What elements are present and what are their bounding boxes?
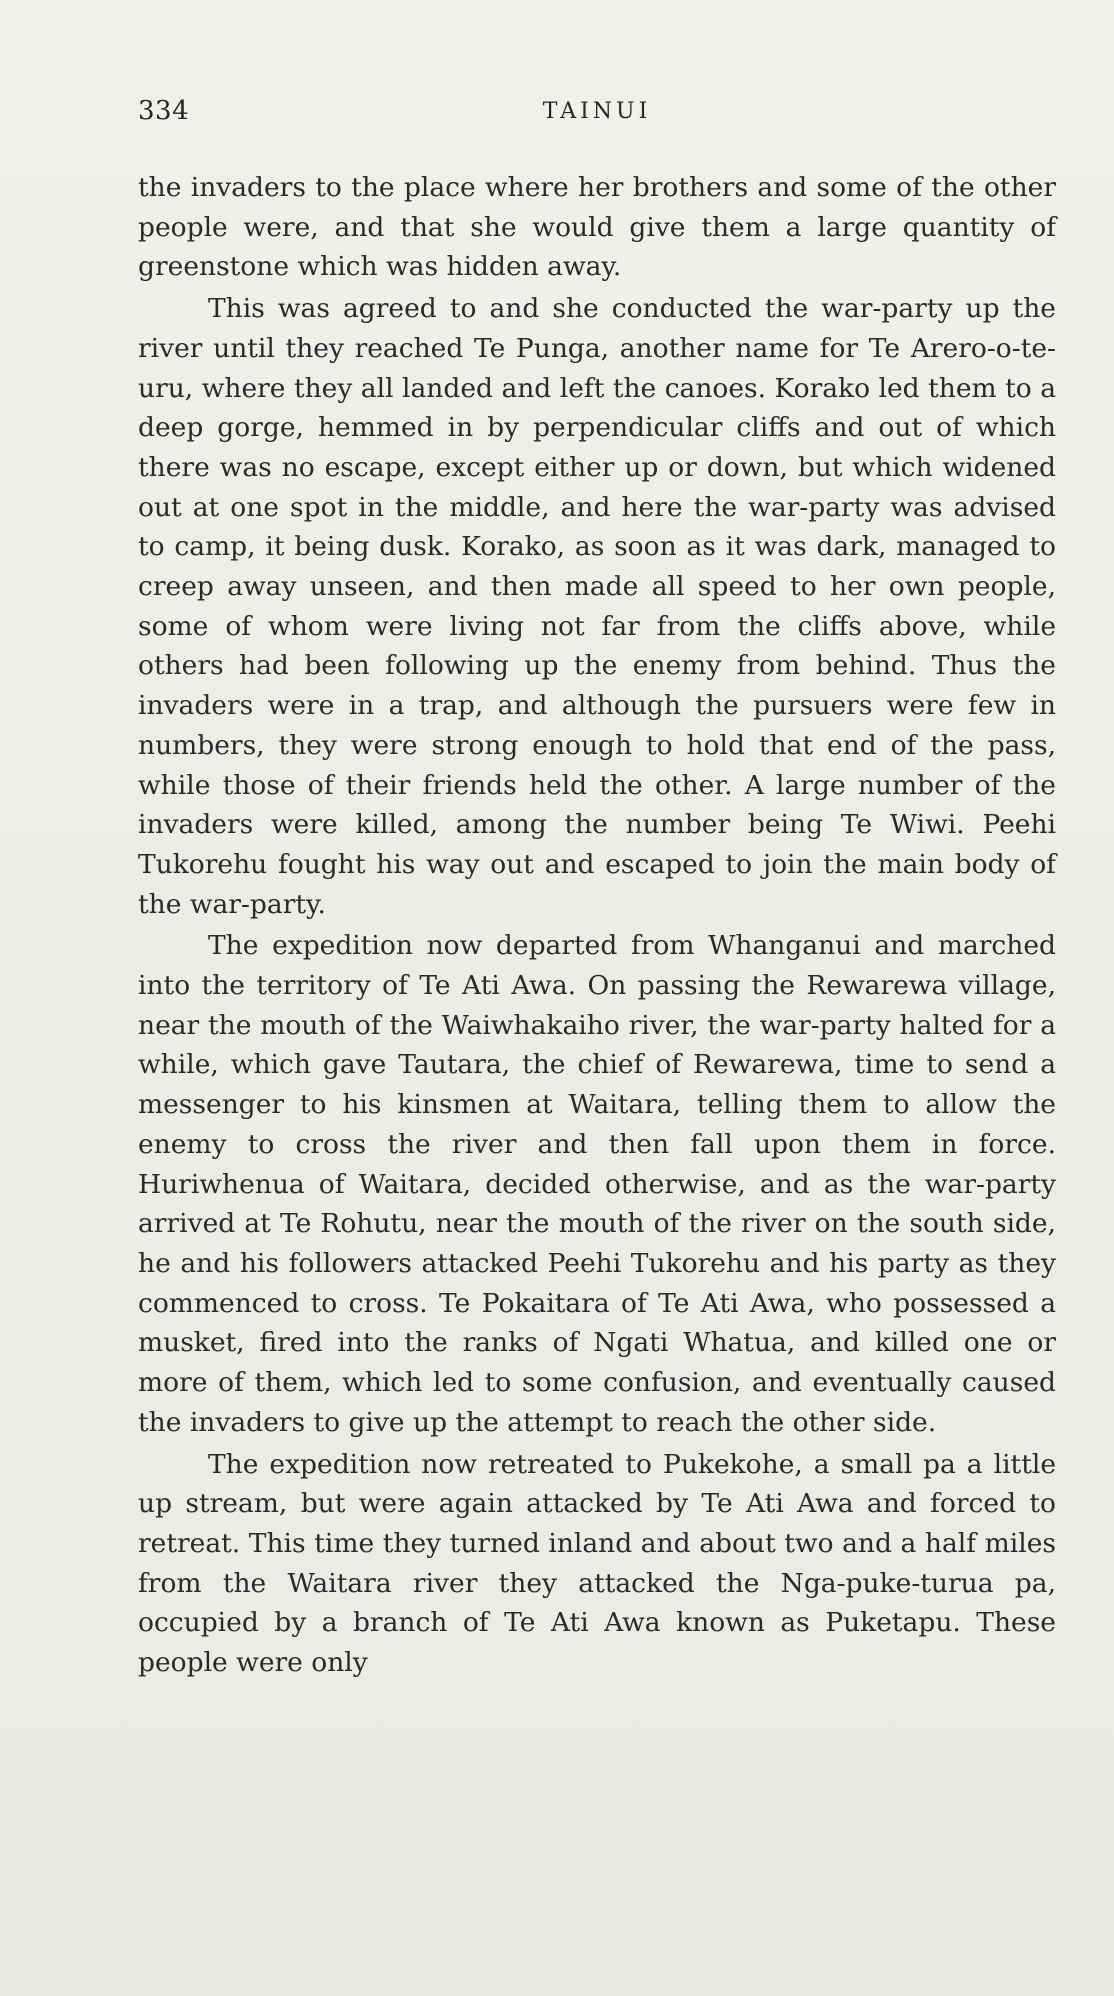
paragraph: The expedition now departed from Whanganui and marched into the territory of Te Ati Awa. On passing the Rewarewa village, near the mouth of the Waiwhakaiho river, the war-party halted for a while, which gave Tautara, the chief of Rewarewa, time to send a messenger to his kinsmen at Waitara, telling them to allow the enemy to cross the river and then fall upon them in force. Huriwhenua of Waitara, decided otherwise, and as the war-party arrived at Te Rohutu, near the mouth of the river on the south side, he and his followers attacked Peehi Tukorehu and his party as they commenced to cross. Te Pokaitara of Te Ati Awa, who possessed a musket, fired into the ranks of Ngati Whatua, and killed one or more of them, which led to some confusion, and eventually caused the invaders to give up the attempt to reach the other side. <box>138 930 1056 1438</box>
paragraph: This was agreed to and she conducted the war-party up the river until they reached Te Punga, another name for Te Arero-o-te-uru, where they all landed and left the canoes. Korako led them to a deep gorge, hemmed in by perpendicular cliffs and out of which there was no escape, except either up or down, but which widened out at one spot in the middle, and here the war-party was advised to camp, it being dusk. Korako, as soon as it was dark, managed to creep away unseen, and then made all speed to her own people, some of whom were living not far from the cliffs above, while others had been following up the enemy from behind. Thus the invaders were in a trap, and although the pursuers were few in numbers, they were strong enough to hold that end of the pass, while those of their friends held the other. A large number of the invaders were killed, among the number being Te Wiwi. Peehi Tukorehu fought his way out and escaped to join the main body of the war-party. <box>138 293 1056 920</box>
page-header <box>138 96 1056 136</box>
paragraph-continuation: the invaders to the place where her brothers and some of the other people were, and that she would give them a large quantity of greenstone which was hidden away. <box>138 172 1056 283</box>
body-text <box>138 168 1056 1683</box>
running-title: TAINUI <box>542 99 652 124</box>
paragraph: The expedition now retreated to Pukekohe, a small pa a little up stream, but were again attacked by Te Ati Awa and forced to retreat. This time they turned inland and about two and a half miles from the Waitara river they attacked the Nga-puke-turua pa, occupied by a branch of Te Ati Awa known as Puketapu. These people were only <box>138 1448 1056 1679</box>
page-number: 334 <box>138 96 190 126</box>
